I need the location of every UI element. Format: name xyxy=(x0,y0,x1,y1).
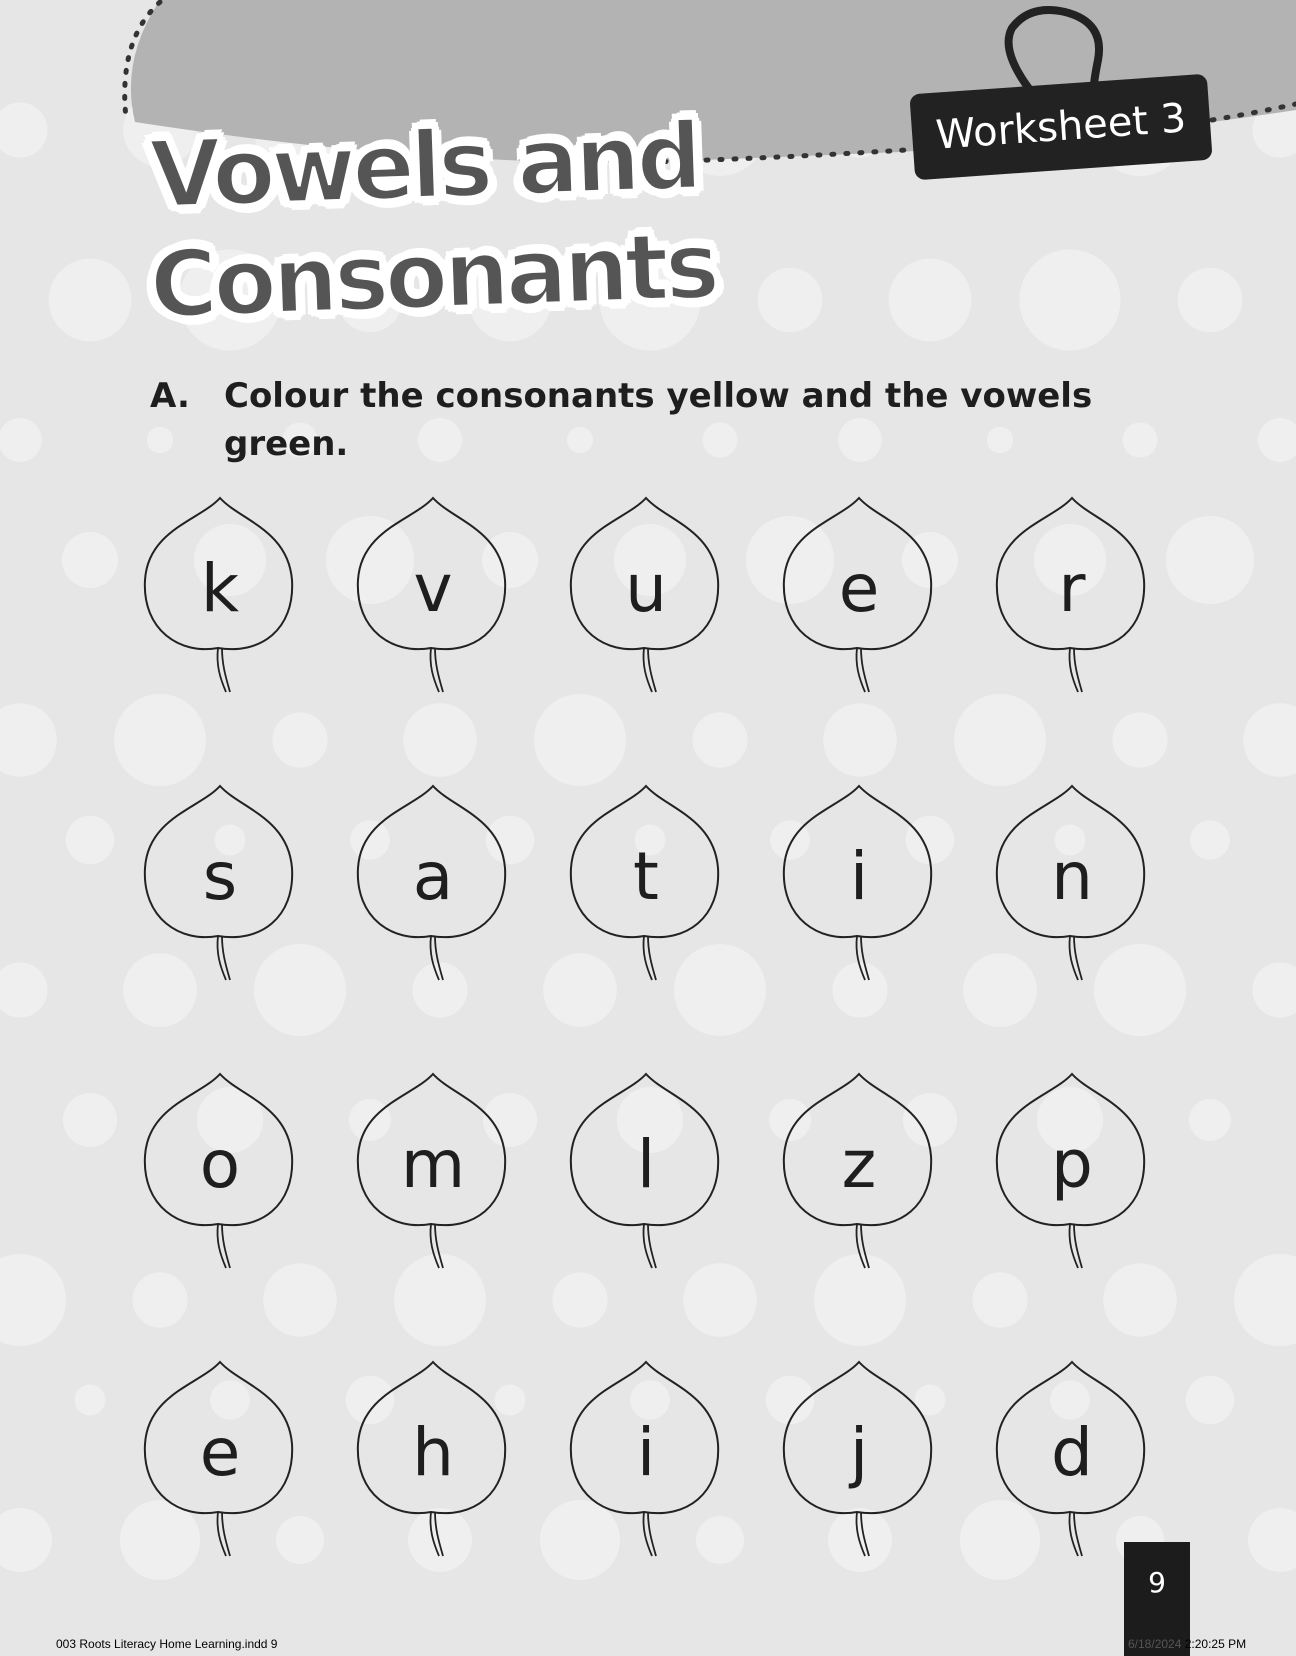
leaf-letter: u xyxy=(625,550,667,627)
letter-leaf[interactable] xyxy=(566,778,726,988)
leaf-letter: h xyxy=(412,1414,454,1491)
leaf-letter: a xyxy=(412,838,454,915)
leaf-letter: k xyxy=(200,550,240,627)
footer-file-info: 003 Roots Literacy Home Learning.indd 9 xyxy=(56,1637,278,1651)
letter-leaf[interactable] xyxy=(992,1066,1152,1276)
letter-leaf[interactable] xyxy=(992,778,1152,988)
footer-time: 2:20:25 PM xyxy=(1184,1637,1247,1651)
letter-leaf[interactable] xyxy=(140,778,300,988)
instruction-text: Colour the consonants yellow and the vowels green. xyxy=(224,376,1093,464)
footer-timestamp xyxy=(1128,1637,1246,1651)
letter-leaf[interactable] xyxy=(353,490,513,700)
leaf-letter: s xyxy=(202,838,238,915)
leaf-letter: i xyxy=(849,838,869,915)
worksheet-tag: Worksheet 3 xyxy=(909,74,1212,181)
letter-leaf[interactable] xyxy=(992,1354,1152,1564)
letter-leaf[interactable] xyxy=(566,1354,726,1564)
page-title-line-2: Consonants xyxy=(148,212,718,339)
letter-leaf[interactable] xyxy=(779,490,939,700)
letter-leaf[interactable] xyxy=(353,778,513,988)
leaf-letter: p xyxy=(1051,1126,1093,1203)
letter-leaf[interactable] xyxy=(992,490,1152,700)
leaf-letter: i xyxy=(636,1414,656,1491)
letter-leaf[interactable] xyxy=(566,1066,726,1276)
leaf-letter: j xyxy=(849,1414,869,1491)
leaf-letter: r xyxy=(1058,550,1086,627)
leaf-letter: e xyxy=(199,1414,241,1491)
leaf-letter: n xyxy=(1051,838,1093,915)
letter-leaf[interactable] xyxy=(566,490,726,700)
leaf-letter: t xyxy=(633,838,659,915)
letter-leaf[interactable] xyxy=(779,1066,939,1276)
leaf-letter: v xyxy=(413,550,453,627)
letter-leaf[interactable] xyxy=(140,490,300,700)
letter-leaf[interactable] xyxy=(779,1354,939,1564)
leaf-letter: z xyxy=(841,1126,877,1203)
page-title-line-1: Vowels and xyxy=(148,102,701,229)
letter-leaf[interactable] xyxy=(353,1354,513,1564)
footer-date: 6/18/2024 xyxy=(1128,1637,1182,1651)
letter-leaf[interactable] xyxy=(353,1066,513,1276)
letter-leaf[interactable] xyxy=(779,778,939,988)
leaf-letter: d xyxy=(1051,1414,1093,1491)
page-number: 9 xyxy=(1124,1542,1190,1656)
leaf-letter: e xyxy=(838,550,880,627)
letter-leaf[interactable] xyxy=(140,1066,300,1276)
leaf-letter: m xyxy=(400,1126,466,1203)
instruction-label: A. xyxy=(150,376,190,416)
letter-leaf[interactable] xyxy=(140,1354,300,1564)
leaf-letter: l xyxy=(636,1126,656,1203)
leaf-letter: o xyxy=(199,1126,241,1203)
